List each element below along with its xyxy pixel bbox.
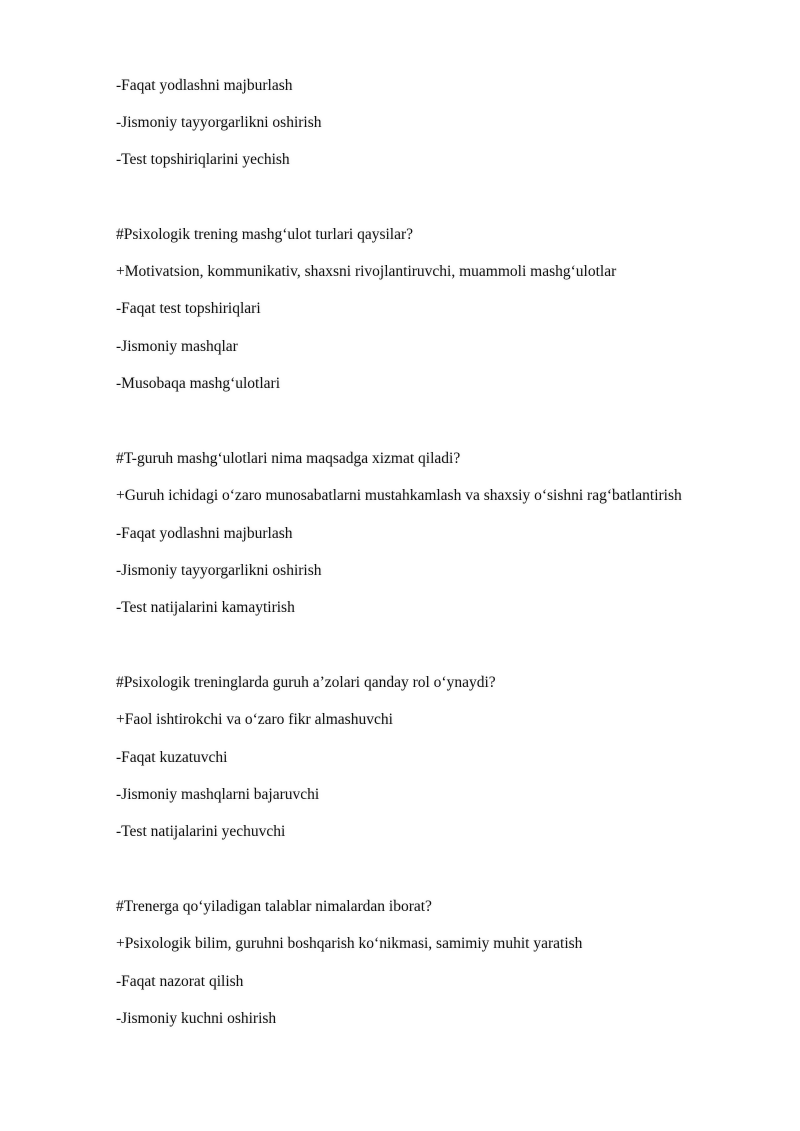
answer-wrong: -Test natijalarini yechuvchi [116,823,286,840]
answer-correct: +Faol ishtirokchi va o‘zaro fikr almashuvchi [116,711,393,728]
answer-wrong: -Jismoniy mashqlarni bajaruvchi [116,786,320,803]
answer-correct: +Guruh ichidagi o‘zaro munosabatlarni mustahkamlash va shaxsiy o‘sishni rag‘batlantirish [116,487,682,504]
answer-wrong: -Faqat yodlashni majburlash [116,525,293,542]
answer-wrong: -Test topshiriqlarini yechish [116,151,290,168]
question: #Trenerga qo‘yiladigan talablar nimalardan iborat? [116,898,432,915]
question: #Psixologik trening mashg‘ulot turlari qaysilar? [116,226,414,243]
answer-wrong: -Jismoniy kuchni oshirish [116,1010,277,1027]
question: #Psixologik treninglarda guruh a’zolari qanday rol o‘ynaydi? [116,674,496,691]
answer-wrong: -Jismoniy mashqlar [116,338,238,355]
answer-wrong: -Faqat test topshiriqlari [116,300,261,317]
answer-wrong: -Faqat kuzatuvchi [116,749,228,766]
answer-wrong: -Faqat yodlashni majburlash [116,77,293,94]
answer-correct: +Motivatsion, kommunikativ, shaxsni rivojlantiruvchi, muammoli mashg‘ulotlar [116,263,617,280]
answer-wrong: -Musobaqa mashg‘ulotlari [116,375,281,392]
answer-wrong: -Jismoniy tayyorgarlikni oshirish [116,114,322,131]
answer-wrong: -Jismoniy tayyorgarlikni oshirish [116,562,322,579]
answer-wrong: -Faqat nazorat qilish [116,973,244,990]
answer-wrong: -Test natijalarini kamaytirish [116,599,295,616]
question: #T-guruh mashg‘ulotlari nima maqsadga xizmat qiladi? [116,450,461,467]
answer-correct: +Psixologik bilim, guruhni boshqarish ko‘nikmasi, samimiy muhit yaratish [116,935,583,952]
